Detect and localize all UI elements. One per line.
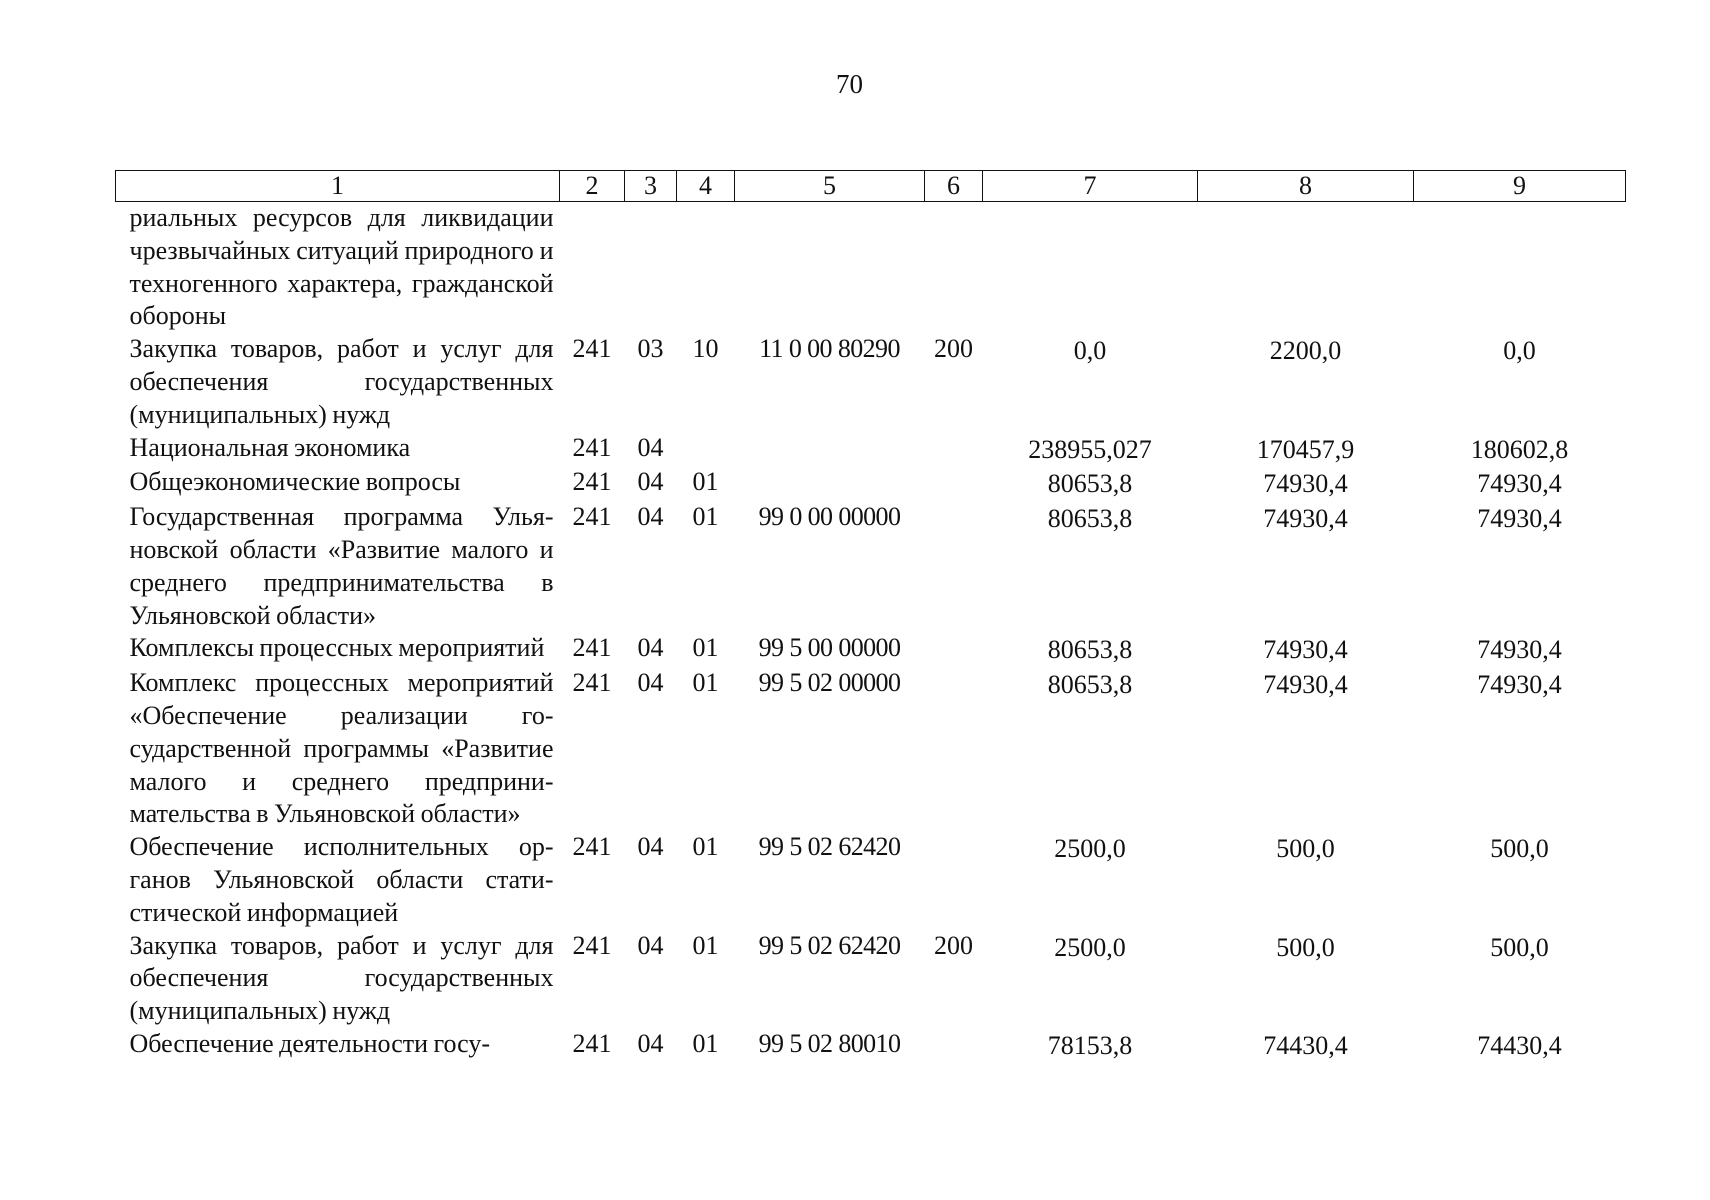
department-code-cell xyxy=(560,202,625,334)
column-header: 8 xyxy=(1198,171,1414,202)
department-code-cell: 241 xyxy=(572,502,612,532)
table-row xyxy=(116,930,1626,1028)
amount-cell: 238955,027 xyxy=(1028,434,1152,464)
column-header: 9 xyxy=(1414,171,1626,202)
target-article-code-cell xyxy=(735,432,925,467)
subsection-code-cell: 01 xyxy=(692,502,719,532)
amount-cell: 74930,4 xyxy=(1477,635,1562,665)
column-header: 1 xyxy=(116,171,560,202)
amount-cell: 74430,4 xyxy=(1477,1030,1562,1060)
table-row xyxy=(116,501,1626,632)
section-code-cell: 04 xyxy=(637,502,664,532)
department-code-cell: 241 xyxy=(572,334,612,364)
expense-name-cell: Комплекс процессных мероприятий «Обеспечение реализации государственной программы «Развитие малого и среднего предпринимательства в Ульяновской области» xyxy=(129,668,554,829)
amount-cell: 2200,0 xyxy=(1269,336,1342,366)
expense-type-code-cell xyxy=(925,831,983,929)
department-code-cell: 241 xyxy=(572,832,612,862)
department-code-cell: 241 xyxy=(572,1028,612,1058)
amount-cell: 500,0 xyxy=(1276,834,1335,864)
target-article-code-cell: 99 5 02 62420 xyxy=(758,930,901,960)
amount-cell: 74430,4 xyxy=(1263,1030,1348,1060)
page-number: 70 xyxy=(836,69,863,99)
target-article-code-cell: 99 0 00 00000 xyxy=(758,502,901,532)
amount-cell: 500,0 xyxy=(1276,932,1335,962)
amount-cell: 180602,8 xyxy=(1470,434,1569,464)
expense-name-cell: Обеспечение исполнительных органов Ульяновской области статистической информацией xyxy=(129,832,554,927)
amount-cell: 74930,4 xyxy=(1477,670,1562,700)
expense-name-cell: Национальная экономика xyxy=(129,432,411,462)
table-row xyxy=(116,466,1626,501)
department-code-cell: 241 xyxy=(572,467,612,497)
subsection-code-cell xyxy=(677,432,735,467)
section-code-cell: 04 xyxy=(637,432,664,462)
budget-table xyxy=(115,170,1626,1063)
amount-cell: 2500,0 xyxy=(1054,834,1126,864)
amount-cell: 170457,9 xyxy=(1256,434,1355,464)
target-article-code-cell: 99 5 02 00000 xyxy=(758,668,901,698)
expense-type-code-cell xyxy=(925,501,983,632)
column-header: 3 xyxy=(625,171,677,202)
amount-cell: 74930,4 xyxy=(1263,469,1348,499)
column-header: 4 xyxy=(677,171,735,202)
amount-cell: 500,0 xyxy=(1490,834,1549,864)
department-code-cell: 241 xyxy=(572,930,612,960)
amount-cell: 80653,8 xyxy=(1047,635,1133,665)
section-code-cell: 04 xyxy=(637,467,664,497)
section-code-cell: 04 xyxy=(637,668,664,698)
expense-name-cell: Закупка товаров, работ и услуг для обеспечения государственных (муниципальных) нужд xyxy=(129,334,554,429)
subsection-code-cell: 01 xyxy=(692,930,719,960)
section-code-cell: 04 xyxy=(637,832,664,862)
amount-cell xyxy=(1198,202,1414,334)
expense-name-cell: Комплексы процессных мероприятий xyxy=(129,633,545,663)
subsection-code-cell xyxy=(677,202,735,334)
target-article-code-cell: 99 5 00 00000 xyxy=(758,633,901,663)
amount-cell: 74930,4 xyxy=(1263,670,1348,700)
amount-cell: 500,0 xyxy=(1490,932,1549,962)
column-header: 7 xyxy=(983,171,1198,202)
amount-cell xyxy=(1414,202,1626,334)
column-number-header-row xyxy=(116,171,1626,202)
amount-cell: 80653,8 xyxy=(1047,469,1133,499)
column-header: 6 xyxy=(925,171,983,202)
subsection-code-cell: 01 xyxy=(692,1028,719,1058)
amount-cell: 80653,8 xyxy=(1047,504,1133,534)
amount-cell xyxy=(983,202,1198,334)
table-row xyxy=(116,667,1626,831)
expense-name-cell: Закупка товаров, работ и услуг для обеспечения государственных (муниципальных) нужд xyxy=(129,930,554,1026)
amount-cell: 78153,8 xyxy=(1047,1030,1133,1060)
expense-type-code-cell xyxy=(925,432,983,467)
expense-type-code-cell: 200 xyxy=(934,930,973,960)
amount-cell: 74930,4 xyxy=(1263,504,1348,534)
subsection-code-cell: 01 xyxy=(692,668,719,698)
amount-cell: 0,0 xyxy=(1073,336,1107,366)
expense-type-code-cell xyxy=(925,632,983,667)
department-code-cell: 241 xyxy=(572,668,612,698)
table-row xyxy=(116,432,1626,467)
section-code-cell: 03 xyxy=(637,334,664,364)
column-header: 2 xyxy=(560,171,625,202)
amount-cell: 2500,0 xyxy=(1054,932,1126,962)
table-row xyxy=(116,1028,1626,1063)
subsection-code-cell: 01 xyxy=(692,832,719,862)
section-code-cell: 04 xyxy=(637,633,664,663)
target-article-code-cell: 99 5 02 80010 xyxy=(758,1028,901,1058)
target-article-code-cell: 99 5 02 62420 xyxy=(758,832,901,862)
table-row xyxy=(116,831,1626,929)
column-header: 5 xyxy=(735,171,925,202)
expense-name-cell: риальных ресурсов для ликвидации чрезвычайных ситуаций природного и техногенного характера, гражданской обороны xyxy=(129,203,554,331)
table-row xyxy=(116,632,1626,667)
expense-type-code-cell xyxy=(925,466,983,501)
target-article-code-cell xyxy=(735,202,925,334)
section-code-cell xyxy=(625,202,677,334)
subsection-code-cell: 01 xyxy=(692,633,719,663)
target-article-code-cell xyxy=(735,466,925,501)
table-row xyxy=(116,333,1626,431)
amount-cell: 74930,4 xyxy=(1263,635,1348,665)
subsection-code-cell: 10 xyxy=(692,334,719,364)
department-code-cell: 241 xyxy=(572,633,612,663)
section-code-cell: 04 xyxy=(637,1028,664,1058)
amount-cell: 74930,4 xyxy=(1477,504,1562,534)
expense-type-code-cell xyxy=(925,667,983,831)
amount-cell: 74930,4 xyxy=(1477,469,1562,499)
subsection-code-cell: 01 xyxy=(692,467,719,497)
expense-name-cell: Обеспечение деятельности госу- xyxy=(129,1028,491,1058)
expense-type-code-cell xyxy=(925,202,983,334)
department-code-cell: 241 xyxy=(572,432,612,462)
expense-type-code-cell: 200 xyxy=(934,334,973,364)
section-code-cell: 04 xyxy=(637,930,664,960)
target-article-code-cell: 11 0 00 80290 xyxy=(759,334,900,364)
table-row xyxy=(116,202,1626,334)
expense-name-cell: Государственная программа Ульяновской области «Развитие малого и среднего предпринимательства в Ульяновской области» xyxy=(129,502,554,630)
amount-cell: 0,0 xyxy=(1503,336,1536,366)
amount-cell: 80653,8 xyxy=(1047,670,1133,700)
expense-type-code-cell xyxy=(925,1028,983,1063)
expense-name-cell: Общеэкономические вопросы xyxy=(129,467,461,497)
